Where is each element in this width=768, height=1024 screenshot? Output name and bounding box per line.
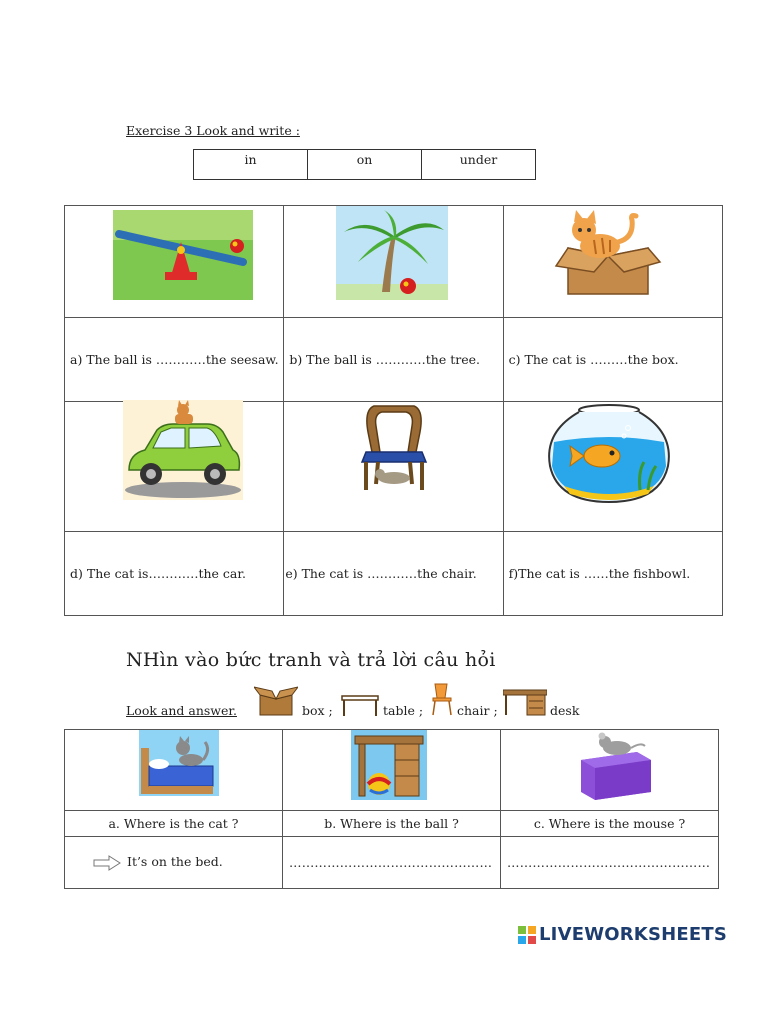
sentence-cell-c bbox=[503, 318, 722, 402]
table-icon bbox=[340, 692, 380, 718]
answer-c-blank[interactable]: ………………………………………… bbox=[507, 854, 711, 870]
legend-box-text: box ; bbox=[302, 703, 333, 718]
exercise-title: Exercise 3 Look and write : bbox=[126, 123, 300, 138]
picture-cell-c bbox=[503, 206, 722, 318]
answer-a-row bbox=[65, 854, 282, 871]
answer-b-blank[interactable]: ………………………………………… bbox=[289, 854, 493, 870]
question-cell-c bbox=[501, 810, 719, 836]
sentence-cell-d bbox=[65, 531, 284, 615]
picture-cell-e bbox=[284, 402, 503, 531]
look-and-answer-label: Look and answer. bbox=[126, 703, 237, 718]
answer-a: It’s on the bed. bbox=[127, 854, 223, 870]
liveworksheets-text: LIVEWORKSHEETS bbox=[539, 924, 728, 945]
sentence-cell-f bbox=[503, 531, 722, 615]
legend-chair-text: chair ; bbox=[457, 703, 498, 718]
question-c: c. Where is the mouse ? bbox=[533, 815, 686, 831]
legend-table-text: table ; bbox=[383, 703, 424, 718]
look-and-answer-grid bbox=[64, 729, 719, 889]
seesaw-picture bbox=[113, 206, 253, 300]
fishbowl-picture bbox=[544, 402, 674, 506]
word-bank-on: on bbox=[308, 150, 422, 180]
word-bank-in: in bbox=[194, 150, 308, 180]
cat-on-bed-picture bbox=[139, 730, 219, 796]
sentence-e: e) The cat is …………the chair. bbox=[285, 565, 477, 581]
vietnamese-heading: NHìn vào bức tranh và trả lời câu hỏi bbox=[126, 649, 496, 671]
picture-cell-d bbox=[65, 402, 284, 531]
picture-cell-ball-under-desk bbox=[283, 730, 501, 811]
chair-icon bbox=[429, 682, 455, 716]
question-cell-b bbox=[283, 810, 501, 836]
ball-under-desk-picture bbox=[351, 730, 427, 800]
question-b: b. Where is the ball ? bbox=[324, 815, 459, 831]
cat-under-chair-picture bbox=[354, 402, 434, 492]
question-a: a. Where is the cat ? bbox=[108, 815, 239, 831]
sentence-a: a) The ball is …………the seesaw. bbox=[70, 352, 279, 368]
sentence-d: d) The cat is…………the car. bbox=[70, 565, 246, 581]
word-bank-under: under bbox=[422, 150, 536, 180]
word-bank bbox=[193, 149, 536, 180]
liveworksheets-logo bbox=[518, 924, 727, 945]
sentence-cell-b bbox=[284, 318, 503, 402]
cat-on-car-picture bbox=[123, 400, 243, 500]
picture-cell-mouse-on-box bbox=[501, 730, 719, 811]
question-cell-a bbox=[65, 810, 283, 836]
sentence-c: c) The cat is ………the box. bbox=[508, 352, 679, 368]
cat-in-box-picture bbox=[554, 208, 662, 298]
legend-desk-text: desk bbox=[550, 703, 580, 718]
box-icon bbox=[254, 683, 298, 717]
liveworksheets-mark-icon bbox=[518, 926, 536, 944]
picture-cell-b bbox=[284, 206, 503, 318]
answer-cell-c[interactable] bbox=[501, 836, 719, 888]
picture-cell-a bbox=[65, 206, 284, 318]
palm-tree-picture bbox=[336, 206, 448, 300]
picture-cell-cat-on-bed bbox=[65, 730, 283, 811]
sentence-cell-e bbox=[284, 531, 503, 615]
sentence-cell-a bbox=[65, 318, 284, 402]
arrow-right-icon bbox=[93, 855, 121, 871]
sentence-f: f)The cat is ……the fishbowl. bbox=[508, 565, 691, 581]
desk-icon bbox=[503, 688, 547, 716]
mouse-on-box-picture bbox=[575, 730, 655, 804]
answer-cell-b[interactable] bbox=[283, 836, 501, 888]
picture-cell-f bbox=[503, 402, 722, 531]
sentence-b: b) The ball is …………the tree. bbox=[289, 352, 480, 368]
answer-cell-a bbox=[65, 836, 283, 888]
exercise-grid bbox=[64, 205, 723, 616]
